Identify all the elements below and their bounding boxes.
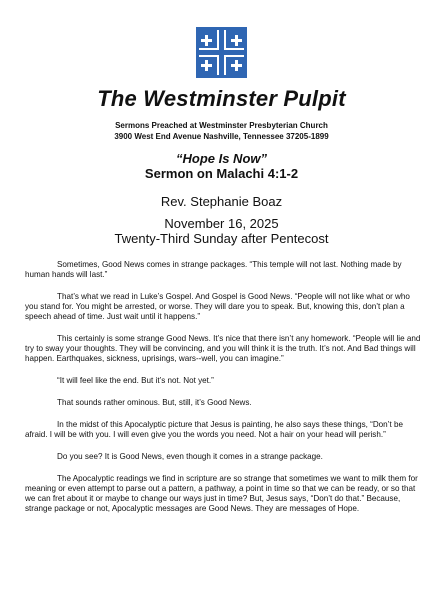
church-address-line: 3900 West End Avenue Nashville, Tennessee 37205-1899	[114, 132, 329, 141]
liturgical-occasion: Twenty-Third Sunday after Pentecost	[114, 231, 329, 246]
paragraph: The Apocalyptic readings we find in scripture are so strange that sometimes we want to milk them for meaning or even attempt to parse out a pattern, a pathway, a point in time so that we can be ready, or so that we can fret about it or maybe to change our ways just in time? But, Jesus says, “Don’t do that.” Because, strange package or not, Apocalyptic messages are Good News. They are messages of Hope.	[25, 474, 418, 513]
paragraph: “It will feel like the end. But it’s not. Not yet.”	[57, 376, 214, 385]
preacher-name: Rev. Stephanie Boaz	[160, 194, 283, 209]
sermon-date: November 16, 2025	[164, 216, 279, 231]
sermon-title: “Hope Is Now”	[175, 151, 267, 166]
sermon-body	[25, 260, 421, 526]
paragraph: In the midst of this Apocalyptic picture that Jesus is painting, he also says these things, “Don’t be afraid. I will be with you. I will even give you the words you need. Not a hair on your head will perish.”	[25, 420, 403, 439]
paragraph: Do you see? It is Good News, even though it comes in a strange package.	[57, 452, 323, 461]
paragraph: That’s what we read in Luke’s Gospel. And Gospel is Good News. “People will not like what or who you stand for. You might be arrested, or worse. They will dare you to speak. But, knowing this, don’t plan a speech ahead of time. Just wait until it happens.”	[25, 292, 410, 321]
paragraph: Sometimes, Good News comes in strange packages. “This temple will not last. Nothing made by human hands will last.”	[25, 260, 402, 279]
paragraph: This certainly is some strange Good News. It’s nice that there isn’t any homework. “People will lie and try to sway your thoughts. They will be convincing, and you will think it is the truth. It’s not. And Bad things will happen. Earthquakes, sickness, uprisings, wars--well, you can imagine.”	[25, 334, 421, 363]
paragraph: That sounds rather ominous. But, still, it’s Good News.	[57, 398, 252, 407]
church-name-line: Sermons Preached at Westminster Presbyterian Church	[115, 121, 328, 130]
scripture-reference: Sermon on Malachi 4:1-2	[144, 166, 299, 181]
celtic-cross-logo-icon	[196, 27, 247, 78]
publication-title: The Westminster Pulpit	[97, 86, 346, 111]
